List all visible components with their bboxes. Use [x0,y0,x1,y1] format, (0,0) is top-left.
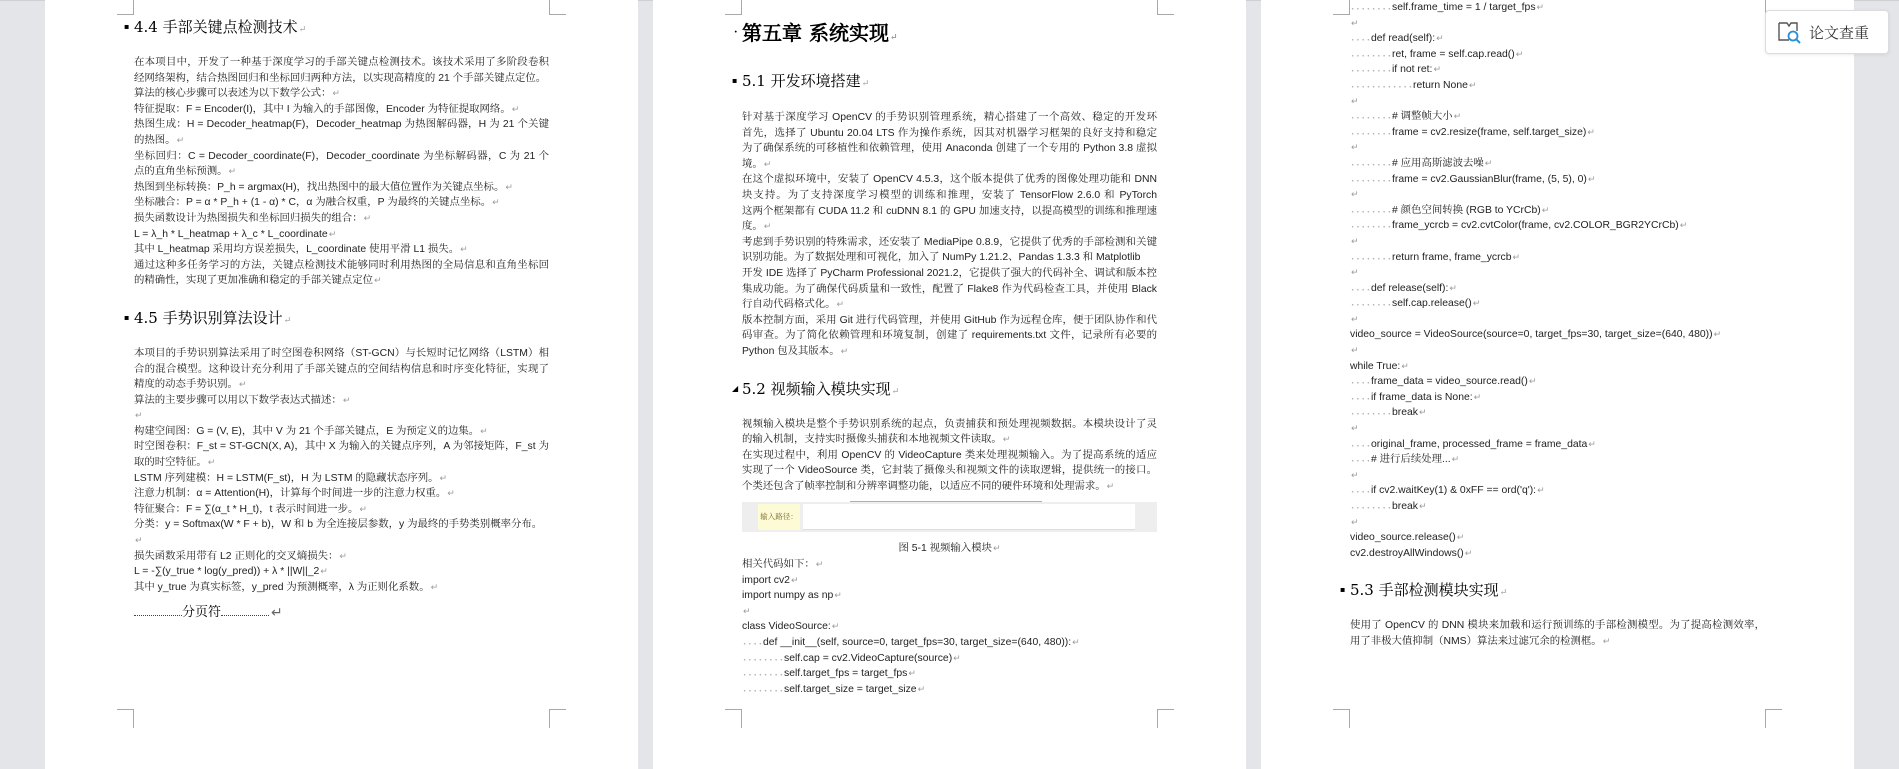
code-text: frame_data = video_source.read() ↵ [1371,374,1536,390]
code-line [1350,281,1765,297]
text-line: L = λ_h * L_heatmap + λ_c * L_coordinate ↵ [134,227,549,243]
page-break-label: 分页符 [182,604,222,620]
paragraph[interactable] [134,102,549,118]
indent-space-marks [1350,452,1371,468]
paragraph[interactable] [134,55,549,86]
code-line [1350,452,1765,468]
paragraph-mark-icon: ↵ [271,604,283,621]
text-line: 坐标回归：C = Decoder_coordinate(F)，Decoder_coordinate 为坐标解码器，C 为 21 个 [134,150,549,162]
code-text: break ↵ [1392,499,1427,515]
text-line: 算法的核心步骤可以表述为以下数学公式： ↵ [134,86,549,102]
code-text: break ↵ [1392,405,1427,421]
code-text: if not ret: ↵ [1392,62,1441,78]
section-heading[interactable] [734,15,1157,51]
text-line: 用了非极大值抑制（NMS）算法来过滤冗余的检测框。 ↵ [1350,634,1765,650]
code-line [1350,0,1765,16]
code-text: original_frame, processed_frame = frame_data ↵ [1371,437,1596,453]
paragraph[interactable] [742,417,1157,448]
code-text: def release(self): ↵ [1371,281,1457,297]
margin-corner-mark [1333,709,1350,728]
code-text [1350,343,1359,359]
indent-space-marks [1350,437,1371,453]
text-line: 开发 IDE 选择了 PyCharm Professional 2021.2，它提供了强大的代码补全、调试和版本控 [742,267,1157,279]
indent-space-marks [1350,390,1371,406]
code-line [1350,172,1765,188]
input-path-field [803,504,1135,530]
code-line [1350,437,1765,453]
section-heading[interactable] [124,12,549,42]
paragraph[interactable] [134,242,549,258]
paragraph[interactable] [134,258,549,289]
text-line: 这两个框架都有 CUDA 11.2 和 cuDNN 8.1 的 GPU 加速支持，以提高模型的训练和推理速 [742,205,1157,217]
paragraph[interactable] [134,211,549,227]
text-line: 算法的主要步骤可以用以下数学表达式描述： ↵ [134,393,549,409]
code-text: if frame_data is None: ↵ [1371,390,1481,406]
heading-marker: ◢ [732,383,739,393]
text-line: 个类还包含了帧率控制和分辨率调整功能，以适应不同的硬件环境和处理需求。 ↵ [742,479,1157,495]
heading-marker: · [734,27,738,38]
paragraph[interactable] [742,266,1157,313]
heading-text: 5.3 手部检测模块实现 ↵ [1350,581,1507,599]
code-text: ret, frame = self.cap.read() ↵ [1392,47,1523,63]
indent-space-marks [1350,405,1392,421]
text-line: 热图生成：H = Decoder_heatmap(F)，Decoder_heatmap 为热图解码器，H 为 21 个关键 [134,119,549,131]
code-text: self.target_fps = target_fps ↵ [784,666,916,682]
code-text: import numpy as np ↵ [742,588,842,604]
code-line [1350,125,1765,141]
text-line: 首先，选择了 Ubuntu 20.04 LTS 作为操作系统，因其对机器学习框架的良好支持和稳定 [742,127,1157,139]
code-text [1350,265,1359,281]
text-line: 通过这种多任务学习的方法，关键点检测技术能够同时利用热图的全局信息和直角坐标回 [134,259,549,271]
code-text: self.cap.release() ↵ [1392,296,1480,312]
margin-corner-mark [1157,0,1174,15]
code-block[interactable] [742,573,1157,698]
heading-text: 4.5 手势识别算法设计 ↵ [134,309,291,327]
text-line: 行自动代码格式化。 ↵ [742,297,1157,313]
text-line: 构建空间图：G = (V, E)，其中 V 为 21 个手部关键点，E 为预定义的边集。 ↵ [134,424,549,440]
indent-space-marks [1350,483,1371,499]
figure-accent-line [850,501,1042,502]
code-line [1350,390,1765,406]
code-text: frame_ycrcb = cv2.cvtColor(frame, cv2.COLOR_BGR2YCrCb) ↵ [1392,218,1687,234]
page-break-leader [221,615,269,616]
margin-corner-mark [725,709,742,728]
text-line: 注意力机制：α = Attention(H)，计算每个时间进一步的注意力权重。 ↵ [134,486,549,502]
code-text: self.target_size = target_size ↵ [784,682,925,698]
text-line: 其中 L_heatmap 采用均方误差损失，L_coordinate 使用平滑 L1 损失。 ↵ [134,242,549,258]
code-text: class VideoSource: ↵ [742,619,839,635]
code-line [742,635,1157,651]
paragraph[interactable] [134,227,549,243]
margin-corner-mark [1333,0,1350,15]
section-heading[interactable] [1340,575,1765,605]
page-break-leader [134,615,182,616]
section-heading[interactable] [732,66,1157,96]
text-line: 实现了一个 VideoSource 类，它封装了摄像头和视频文件的读取逻辑，提供统一的接口。 [742,465,1157,477]
text-line: 其中 y_true 为真实标签，y_pred 为预测概率，λ 为正则化系数。 ↵ [134,580,549,596]
text-line: 码审查。为了简化依赖管理和环境复制，创建了 requirements.txt 文件，记录所有必要的 [742,330,1157,342]
paragraph[interactable] [134,580,549,596]
heading-text: 5.2 视频输入模块实现 ↵ [742,380,899,398]
indent-space-marks [1350,109,1392,125]
code-text [1350,468,1359,484]
indent-space-marks [1350,374,1371,390]
code-line [1350,78,1765,94]
paragraph[interactable] [134,502,549,518]
code-text: video_source.release() ↵ [1350,530,1464,546]
text-line: 热图到坐标转换：P_h = argmax(H)，找出热图中的最大值位置作为关键点坐标。 ↵ [134,180,549,196]
text-line [134,408,549,424]
code-line [742,588,1157,604]
code-line [1350,156,1765,172]
document-page-1[interactable] [45,0,638,769]
code-text [1350,94,1359,110]
paragraph[interactable] [134,439,549,470]
paragraph[interactable] [742,557,1157,573]
heading-marker: ▪ [732,76,738,85]
paragraph[interactable] [134,564,549,580]
code-text: frame = cv2.GaussianBlur(frame, (5, 5), 0) ↵ [1392,172,1595,188]
code-text: return frame, frame_ycrcb ↵ [1392,250,1520,266]
text-line: 为了确保系统的可移植性和依赖管理，使用 Anaconda 创建了一个专用的 Python 3.8 虚拟 [742,143,1157,155]
page-content[interactable] [124,0,549,621]
text-line: 特征聚合：F = ∑(α_t * H_t)，t 表示时间进一步。 ↵ [134,502,549,518]
text-line: 相关代码如下： ↵ [742,557,1157,573]
section-heading[interactable] [124,303,549,333]
text-line: 版本控制方面，采用 Git 进行代码管理，并使用 GitHub 作为远程仓库，便于团队协作和代 [742,314,1157,326]
code-line [1350,234,1765,250]
code-text: self.cap = cv2.VideoCapture(source) ↵ [784,651,961,667]
code-line [1350,359,1765,375]
paragraph[interactable] [134,408,549,424]
heading-text: 第五章 系统实现 ↵ [742,21,898,45]
paragraph[interactable] [134,149,549,180]
code-text [1350,312,1359,328]
code-block[interactable] [1350,0,1765,561]
paragraph[interactable] [134,346,549,393]
paragraph[interactable] [134,424,549,440]
indent-space-marks [1350,172,1392,188]
plagiarism-check-button[interactable] [1765,10,1889,54]
text-line: 合的混合模型。这种设计充分利用了手部关键点的空间结构信息和时序变化特征，实现了 [134,363,549,375]
code-line [742,666,1157,682]
code-line [1350,483,1765,499]
indent-space-marks [1350,31,1371,47]
text-line: 针对基于深度学习 OpenCV 的手势识别管理系统，精心搭建了一个高效、稳定的开发环 [742,112,1157,123]
code-line [1350,515,1765,531]
margin-corner-mark [1157,709,1174,728]
heading-marker: ▪ [124,312,130,322]
text-line: 在本项目中，开发了一种基于深度学习的手部关键点检测技术。该技术采用了多阶段卷积 [134,57,549,68]
paragraph[interactable] [742,110,1157,172]
indent-space-marks [1350,296,1392,312]
indent-space-marks [1350,47,1392,63]
code-text [1350,187,1359,203]
plagiarism-check-label: 论文查重 [1809,24,1870,42]
code-line [1350,109,1765,125]
text-line: 本项目的手势识别算法采用了时空图卷积网络（ST-GCN）与长短时记忆网络（LSTM）相 [134,347,549,359]
code-line [1350,250,1765,266]
code-line [1350,218,1765,234]
heading-marker: ▪ [1340,585,1346,595]
figure-caption: 图 5-1 视频输入模块 ↵ [742,541,1157,557]
code-text: # 颜色空间转换 (RGB to YCrCb) ↵ [1392,203,1549,219]
indent-space-marks [1350,62,1392,78]
text-line: 取的时空特征。 ↵ [134,455,549,471]
paragraph[interactable] [134,471,549,487]
code-line [1350,468,1765,484]
text-line: 的精确性，实现了更加准确和稳定的手部关键点定位 ↵ [134,273,549,289]
heading-marker: ▪ [124,22,130,31]
book-search-icon [1777,20,1803,44]
margin-corner-mark [549,709,566,728]
page-content[interactable] [1340,0,1765,650]
code-line [1350,140,1765,156]
code-text: # 进行后续处理... ↵ [1371,452,1459,468]
code-text: cv2.destroyAllWindows() ↵ [1350,546,1472,562]
indent-space-marks [1350,203,1392,219]
code-line [1350,31,1765,47]
input-path-label: 输入路径： [758,504,800,530]
code-text: def __init__(self, source=0, target_fps=30, target_size=(640, 480)): ↵ [763,635,1080,651]
code-line [1350,421,1765,437]
paragraph[interactable] [134,195,549,211]
text-line: 的输入机制，支持实时摄像头捕获和本地视频文件读取。 ↵ [742,432,1157,448]
code-text: import cv2 ↵ [742,573,798,589]
indent-space-marks [1350,156,1392,172]
code-line [1350,47,1765,63]
code-text: if cv2.waitKey(1) & 0xFF == ord('q'): ↵ [1371,483,1545,499]
code-text: # 应用高斯滤波去噪 ↵ [1392,156,1492,172]
text-line: 在这个虚拟环境中，安装了 OpenCV 4.5.3，这个版本提供了优秀的图像处理功能和 DNN [742,174,1157,186]
heading-text: 5.1 开发环境搭建 ↵ [742,72,869,90]
paragraph[interactable] [134,117,549,148]
page-content[interactable] [732,0,1157,697]
paragraph[interactable] [1350,618,1765,649]
page-break-marker [134,603,549,621]
code-line [1350,187,1765,203]
paragraph[interactable] [742,172,1157,234]
text-line: 视频输入模块是整个手势识别系统的起点，负责捕获和预处理视频数据。本模块设计了灵 [742,418,1157,430]
document-page-3[interactable] [1261,0,1854,769]
code-line [1350,343,1765,359]
code-line [1350,530,1765,546]
paragraph[interactable] [134,86,549,102]
text-line: 考虑到手势识别的特殊需求，还安装了 MediaPipe 0.8.9，它提供了优秀的手部检测和关键 [742,236,1157,248]
text-line: 境。 ↵ [742,157,1157,173]
code-text: video_source = VideoSource(source=0, target_fps=30, target_size=(640, 480)) ↵ [1350,327,1721,343]
code-line [1350,296,1765,312]
code-line [1350,94,1765,110]
text-line: 使用了 OpenCV 的 DNN 模块来加载和运行预训练的手部检测模型。为了提高检测效率， [1350,620,1765,632]
paragraph[interactable] [742,448,1157,495]
code-text [1350,234,1359,250]
code-line [1350,62,1765,78]
code-line [742,682,1157,698]
text-line: 的热图。 ↵ [134,133,549,149]
code-line [1350,374,1765,390]
code-line [1350,312,1765,328]
code-line [742,604,1157,620]
text-line: 识别功能。为了数据处理和可视化，加入了 NumPy 1.21.2、Pandas 1.3.3 和 Matplotlib ↵ [742,250,1157,266]
code-text: return None ↵ [1413,78,1476,94]
indent-space-marks [1350,125,1392,141]
code-line [1350,546,1765,562]
text-line: 精度的动态手势识别。 ↵ [134,377,549,393]
code-line [742,619,1157,635]
indent-space-marks [1350,0,1392,16]
indent-space-marks [742,651,784,667]
text-line [134,533,549,549]
code-text: frame = cv2.resize(frame, self.target_size) ↵ [1392,125,1595,141]
code-text: self.frame_time = 1 / target_fps ↵ [1392,0,1544,16]
text-line: 坐标融合：P = α * P_h + (1 - α) * C，α 为融合权重，P 为最终的关键点坐标。 ↵ [134,195,549,211]
paragraph[interactable] [742,235,1157,266]
code-text: def read(self): ↵ [1371,31,1444,47]
indent-space-marks [1350,78,1413,94]
text-line: 特征提取：F = Encoder(I)，其中 I 为输入的手部图像，Encoder 为特征提取网络。 ↵ [134,102,549,118]
text-line: 在实现过程中，利用 OpenCV 的 VideoCapture 类来处理视频输入。为了提高系统的适应 [742,449,1157,461]
indent-space-marks [1350,499,1392,515]
text-line: 块支持。为了支持深度学习模型的训练和推理，安装了 TensorFlow 2.6.0 和 PyTorch [742,189,1157,201]
code-line [742,651,1157,667]
indent-space-marks [742,682,784,698]
code-line [1350,203,1765,219]
text-line: 经网络架构，结合热图回归和坐标回归两种方法，以实现高精度的 21 个手部关键点定位。 ↵ [134,71,549,87]
paragraph[interactable] [134,533,549,549]
margin-corner-mark [1765,709,1782,728]
figure-video-input-screenshot [742,502,1157,532]
paragraph[interactable] [134,517,549,533]
text-line: L = -∑(y_true * log(y_pred)) + λ * ||W||_2 ↵ [134,564,549,580]
code-line [1350,405,1765,421]
document-page-2[interactable] [653,0,1246,769]
indent-space-marks [1350,250,1392,266]
text-line: LSTM 序列建模：H = LSTM(F_st)，H 为 LSTM 的隐藏状态序列。 ↵ [134,471,549,487]
code-text: # 调整帧大小 ↵ [1392,109,1461,125]
code-text [742,604,751,620]
code-line [1350,265,1765,281]
paragraph[interactable] [134,486,549,502]
indent-space-marks [742,666,784,682]
code-text: while True: ↵ [1350,359,1409,375]
code-text [1350,140,1359,156]
indent-space-marks [742,635,763,651]
text-line: 时空图卷积：F_st = ST-GCN(X, A)，其中 X 为输入的关键点序列，A 为邻接矩阵，F_st 为 [134,441,549,453]
code-line [1350,16,1765,32]
margin-corner-mark [549,0,566,15]
code-text [1350,16,1359,32]
paragraph[interactable] [134,393,549,409]
code-text [1350,421,1359,437]
paragraph[interactable] [134,180,549,196]
paragraph[interactable] [134,549,549,565]
code-line [1350,327,1765,343]
paragraph[interactable] [742,313,1157,360]
text-line: 损失函数采用带有 L2 正则化的交叉熵损失： ↵ [134,549,549,565]
margin-corner-mark [117,709,134,728]
code-line [742,573,1157,589]
code-line [1350,499,1765,515]
code-text [1350,515,1359,531]
text-line: 分类：y = Softmax(W * F + b)，W 和 b 为全连接层参数，y 为最终的手势类别概率分布。 ↵ [134,517,549,533]
text-line: 度。 ↵ [742,219,1157,235]
text-line: Python 包及其版本。 ↵ [742,344,1157,360]
text-line: 损失函数设计为热图损失和坐标回归损失的组合： ↵ [134,211,549,227]
indent-space-marks [1350,281,1371,297]
indent-space-marks [1350,218,1392,234]
heading-text: 4.4 手部关键点检测技术 ↵ [134,18,306,36]
margin-corner-mark [725,0,742,15]
section-heading[interactable] [732,374,1157,404]
text-line: 点的直角坐标预测。 ↵ [134,164,549,180]
text-line: 集成功能。为了确保代码质量和一致性，配置了 Flake8 作为代码检查工具，并使用 Black [742,283,1157,295]
